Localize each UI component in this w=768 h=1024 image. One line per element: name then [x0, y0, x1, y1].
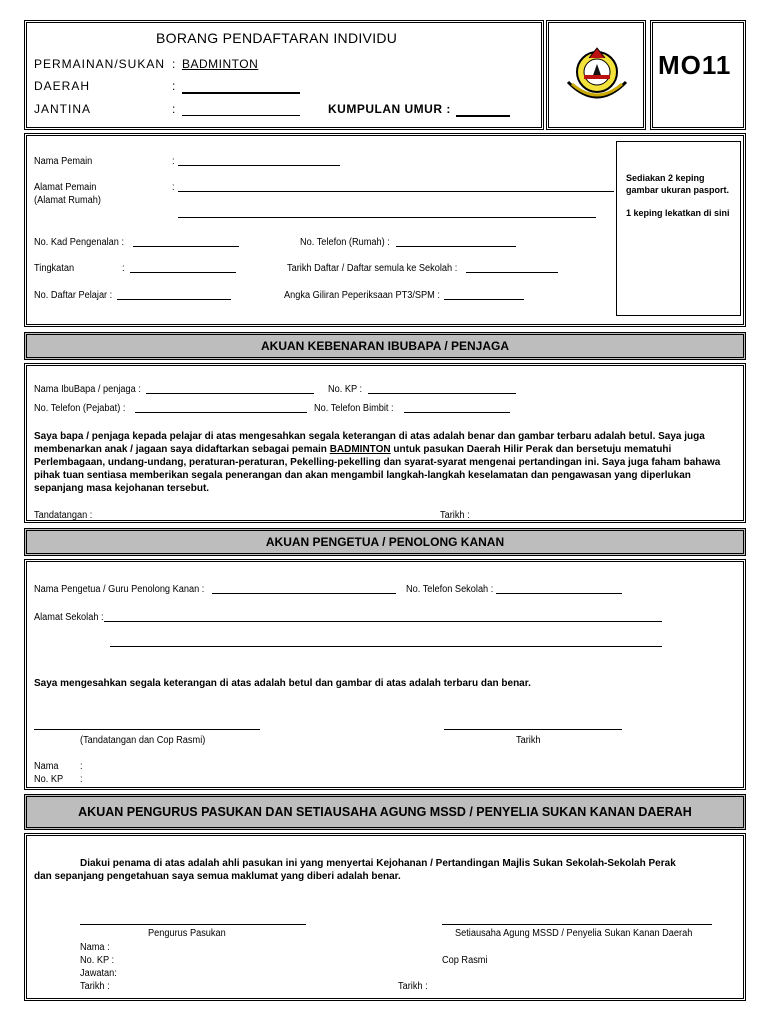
principal-date-label: Tarikh	[516, 735, 541, 746]
exam-no-label: Angka Giliran Peperiksaan PT3/SPM :	[284, 290, 440, 301]
home-phone-field[interactable]	[396, 246, 516, 247]
office-phone-label: No. Telefon (Pejabat) :	[34, 403, 126, 414]
office-phone-field[interactable]	[135, 412, 307, 413]
parent-date-label: Tarikh :	[440, 510, 470, 520]
form-title: BORANG PENDAFTARAN INDIVIDU	[156, 30, 398, 46]
manager-statement-2: dan sepanjang pengetahuan saya semua maklumat yang diberi adalah benar.	[34, 871, 401, 882]
exam-no-field[interactable]	[444, 299, 524, 300]
parent-statement-sport: BADMINTON	[329, 444, 391, 455]
manager-statement-1: Diakui penama di atas adalah ahli pasukan ini yang menyertai Kejohanan / Pertandingan Majlis Sukan Sekolah-Sekolah Perak	[80, 858, 676, 869]
school-phone-label: No. Telefon Sekolah :	[406, 584, 494, 595]
school-address-label: Alamat Sekolah :	[34, 612, 104, 623]
manager-tarikh-label: Tarikh :	[80, 981, 110, 992]
student-no-label: No. Daftar Pelajar :	[34, 290, 113, 301]
form-code: MO11	[658, 50, 732, 80]
manager-signature-label: Pengurus Pasukan	[148, 928, 226, 939]
home-phone-label: No. Telefon (Rumah) :	[300, 237, 390, 248]
school-phone-field[interactable]	[496, 593, 622, 594]
principal-section-header: AKUAN PENGETUA / PENOLONG KANAN	[24, 528, 746, 556]
photo-instruction-1: Sediakan 2 keping	[626, 173, 705, 183]
player-name-label: Nama Pemain	[34, 156, 93, 167]
player-name-colon: :	[172, 156, 175, 167]
register-date-field[interactable]	[466, 272, 558, 273]
principal-name-label: Nama Pengetua / Guru Penolong Kanan :	[34, 584, 205, 595]
state-crest-logo	[562, 42, 632, 110]
parent-statement-part-1: Saya bapa / penjaga kepada pelajar di atas mengesahkan segala keterangan di atas adalah benar dan gambar terbaru adalah betul. Saya juga membenarkan anak / jagaan saya didaftarkan sebagai pemain	[34, 431, 705, 455]
principal-signature-line[interactable]	[34, 729, 260, 730]
gender-label: JANTINA	[34, 102, 92, 116]
gender-colon: :	[172, 102, 176, 116]
manager-jawatan-label: Jawatan:	[80, 968, 117, 979]
age-group-field[interactable]	[456, 115, 510, 117]
parent-kp-label: No. KP :	[328, 384, 363, 395]
secretary-cop-label: Cop Rasmi	[442, 955, 488, 966]
principal-name-field[interactable]	[212, 593, 396, 594]
principal-nama-label: Nama	[34, 761, 59, 772]
grade-field[interactable]	[130, 272, 236, 273]
player-name-field[interactable]	[178, 165, 340, 166]
school-address-field-1[interactable]	[104, 621, 662, 622]
ic-number-field[interactable]	[133, 246, 239, 247]
district-colon: :	[172, 79, 176, 93]
photo-instruction-2: gambar ukuran pasport.	[626, 185, 730, 195]
student-no-field[interactable]	[117, 299, 231, 300]
sport-value: BADMINTON	[182, 57, 259, 71]
parent-kp-field[interactable]	[368, 393, 516, 394]
player-address-colon: :	[172, 182, 175, 193]
district-field[interactable]	[182, 92, 300, 94]
parent-name-field[interactable]	[146, 393, 314, 394]
photo-instruction-3: 1 keping lekatkan di sini	[626, 208, 730, 218]
parent-signature-clip	[34, 508, 634, 520]
mobile-phone-label: No. Telefon Bimbit :	[314, 403, 394, 414]
grade-label: Tingkatan	[34, 263, 75, 274]
register-date-label: Tarikh Daftar / Daftar semula ke Sekolah :	[287, 263, 458, 274]
age-group-label: KUMPULAN UMUR :	[328, 102, 451, 116]
sport-label: PERMAINAN/SUKAN	[34, 57, 166, 71]
manager-section-header: AKUAN PENGURUS PASUKAN DAN SETIAUSAHA AGUNG MSSD / PENYELIA SUKAN KANAN DAERAH	[24, 794, 746, 830]
gender-field[interactable]	[182, 115, 300, 116]
manager-nama-label: Nama :	[80, 942, 110, 953]
secretary-tarikh-label: Tarikh :	[398, 981, 428, 992]
district-label: DAERAH	[34, 79, 91, 93]
ic-number-label: No. Kad Pengenalan :	[34, 237, 125, 248]
player-address-label: Alamat Pemain	[34, 182, 97, 193]
principal-date-line[interactable]	[444, 729, 622, 730]
parent-section-header: AKUAN KEBENARAN IBUBAPA / PENJAGA	[24, 332, 746, 360]
player-address-field-2[interactable]	[178, 217, 596, 218]
principal-kp-colon: :	[80, 774, 83, 785]
principal-kp-label: No. KP	[34, 774, 64, 785]
player-address-field-1[interactable]	[178, 191, 614, 192]
secretary-signature-label: Setiausaha Agung MSSD / Penyelia Sukan Kanan Daerah	[455, 928, 693, 939]
photo-box[interactable]	[616, 141, 741, 316]
parent-statement-part-2: untuk pasukan Daerah Hilir Perak dan bersetuju mematuhi Perlembagaan, undang-undang, peraturan-peraturan, Pekelling-pekelling dan syarat-syarat mengenai pertandingan ini. Saya juga faham bahawa pihak tuan sentiasa memberikan segala penerangan dan akan mengambil langkah-langkah keselamatan dan pengawasan yang diperlukan sepanjang masa kejohanan tersebut.	[34, 444, 721, 494]
sport-colon: :	[172, 57, 176, 71]
principal-statement: Saya mengesahkan segala keterangan di atas adalah betul dan gambar di atas adalah terbaru dan benar.	[34, 678, 531, 689]
mobile-phone-field[interactable]	[404, 412, 510, 413]
school-address-field-2[interactable]	[110, 646, 662, 647]
player-address-sub: (Alamat Rumah)	[34, 195, 101, 206]
manager-kp-label: No. KP :	[80, 955, 115, 966]
principal-signature-label: (Tandatangan dan Cop Rasmi)	[80, 735, 206, 746]
parent-signature-label: Tandatangan :	[34, 510, 93, 520]
principal-nama-colon: :	[80, 761, 83, 772]
secretary-signature-line[interactable]	[442, 924, 712, 925]
parent-statement	[34, 430, 740, 495]
parent-name-label: Nama IbuBapa / penjaga :	[34, 384, 141, 395]
manager-signature-line[interactable]	[80, 924, 306, 925]
grade-colon: :	[122, 263, 125, 274]
